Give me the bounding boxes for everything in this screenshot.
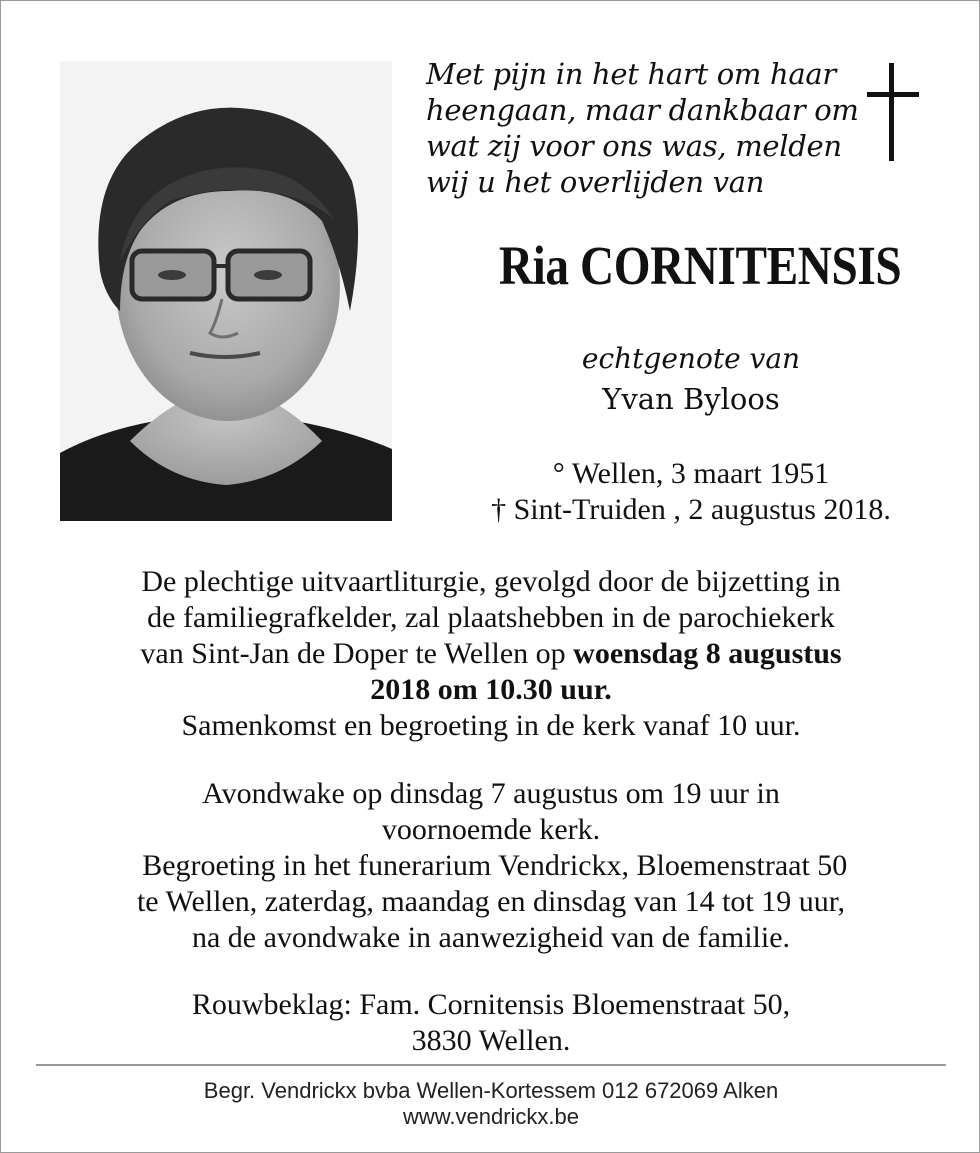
intro-text (426, 56, 859, 200)
spouse-name: Yvan Byloos (602, 382, 780, 416)
funeral-line: de familiegrafkelder, zal plaatshebben in de parochiekerk (147, 601, 835, 634)
funeral-time-bold: 2018 om 10.30 uur. (370, 673, 612, 706)
birth-date: ° Wellen, 3 maart 1951 (552, 457, 830, 490)
intro-line: heengaan, maar dankbaar om (426, 93, 859, 127)
wake-paragraph (31, 776, 951, 956)
wake-line: Avondwake op dinsdag 7 augustus om 19 uur in (202, 777, 780, 810)
footer-company: Begr. Vendrickx bvba Wellen-Kortessem 012 672069 Alken (203, 1078, 779, 1103)
wake-line: te Wellen, zaterdag, maandag en dinsdag van 14 tot 19 uur, (136, 885, 846, 918)
funeral-line-text: van Sint-Jan de Doper te Wellen op (140, 637, 574, 670)
intro-line: Met pijn in het hart om haar (426, 57, 836, 91)
footer-website: www.vendrickx.be (402, 1104, 580, 1129)
funeral-date-bold: woensdag 8 augustus (573, 637, 842, 670)
funeral-line: De plechtige uitvaartliturgie, gevolgd door de bijzetting in (141, 565, 841, 598)
divider (36, 1064, 946, 1066)
condolences-line: Rouwbeklag: Fam. Cornitensis Bloemenstraat 50, (191, 988, 791, 1021)
funeral-paragraph (31, 564, 951, 744)
wake-line: voornoemde kerk. (381, 813, 601, 846)
death-date: † Sint-Truiden , 2 augustus 2018. (491, 493, 891, 526)
deceased-name: Ria CORNITENSIS (498, 235, 902, 296)
cross-icon (863, 63, 923, 161)
funeral-line (31, 636, 951, 672)
condolences-line: 3830 Wellen. (411, 1024, 571, 1057)
footer (31, 1078, 951, 1130)
portrait-photo (60, 61, 392, 521)
portrait-illustration (60, 61, 392, 521)
funeral-line: Samenkomst en begroeting in de kerk vanaf 10 uur. (181, 709, 801, 742)
relation-label: echtgenote van (581, 342, 801, 375)
life-dates (421, 456, 961, 528)
intro-line: wij u het overlijden van (426, 165, 765, 199)
wake-line: na de avondwake in aanwezigheid van de familie. (191, 921, 791, 954)
condolences-paragraph (31, 987, 951, 1059)
intro-line: wat zij voor ons was, melden (426, 129, 842, 163)
wake-line: Begroeting in het funerarium Vendrickx, Bloemenstraat 50 (134, 849, 848, 882)
